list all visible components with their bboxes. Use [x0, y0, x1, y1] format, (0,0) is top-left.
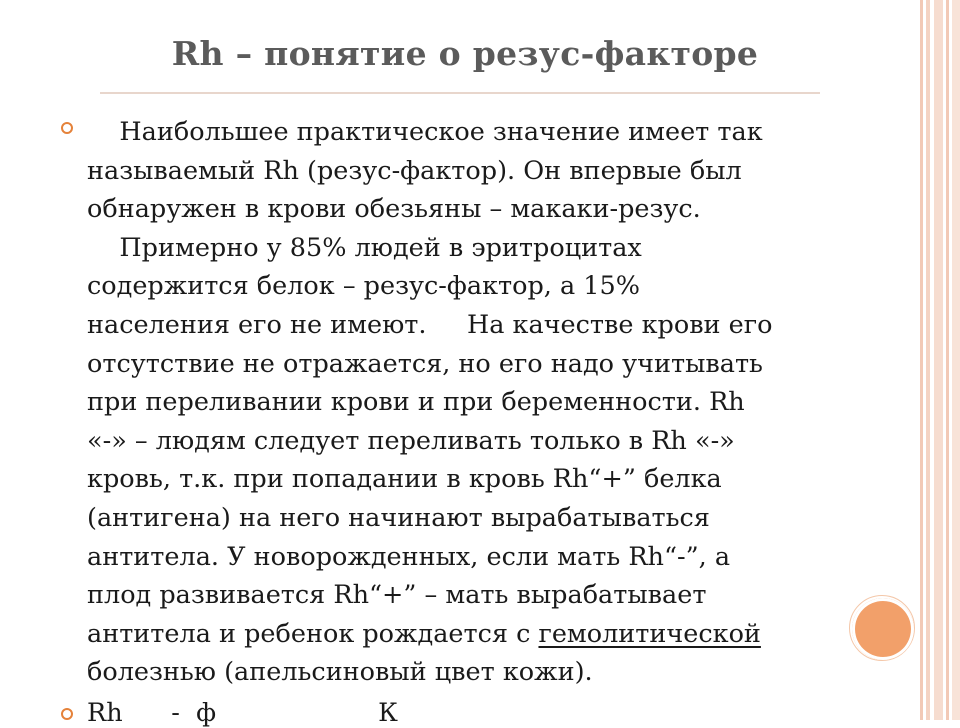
decorative-stripe	[926, 0, 930, 720]
second-bullet-text: Rh - ф К	[87, 698, 398, 728]
paragraph-line: антитела. У новорожденных, если мать Rh“-”, а	[87, 541, 731, 572]
paragraph-line: Наибольшее практическое значение имеет так	[87, 117, 763, 147]
decorative-stripe	[934, 0, 943, 720]
paragraph-line: называемый Rh (резус-фактор). Он впервые был	[87, 155, 742, 186]
paragraph-line: при переливании крови и при беременности. Rh	[87, 387, 745, 418]
paragraph-line: отсутствие не отражается, но его надо учитывать	[87, 348, 763, 379]
paragraph-line: обнаружен в крови обезьяны – макаки-резус.	[87, 194, 701, 225]
decorative-orange-circle	[852, 598, 914, 660]
paragraph-line: болезнью (апельсиновый цвет кожи).	[87, 657, 593, 688]
decorative-stripe	[946, 0, 949, 720]
decorative-stripe	[952, 0, 960, 720]
paragraph-line	[87, 615, 887, 654]
hemolytic-disease-link[interactable]: гемолитической	[538, 618, 761, 649]
paragraph-line: «-» – людям следует переливать только в Rh «-»	[87, 425, 735, 456]
main-paragraph	[87, 113, 887, 692]
decorative-stripe	[920, 0, 923, 720]
paragraph-line-text: антитела и ребенок рождается с	[87, 618, 539, 649]
paragraph-line: содержится белок – резус-фактор, а 15%	[87, 271, 640, 302]
slide-title: Rh – понятие о резус-факторе	[171, 34, 759, 73]
bullet-ring-icon	[61, 122, 73, 134]
paragraph-line: населения его не имеют. На качестве крови его	[87, 309, 773, 340]
paragraph-line: плод развивается Rh“+” – мать вырабатывает	[87, 580, 707, 611]
paragraph-line: Примерно у 85% людей в эритроцитах	[87, 232, 642, 263]
paragraph-line: (антигена) на него начинают вырабатываться	[87, 502, 710, 533]
paragraph-line: кровь, т.к. при попадании в кровь Rh“+” белка	[87, 464, 722, 495]
bullet-ring-icon	[61, 708, 73, 720]
title-divider	[100, 92, 820, 94]
